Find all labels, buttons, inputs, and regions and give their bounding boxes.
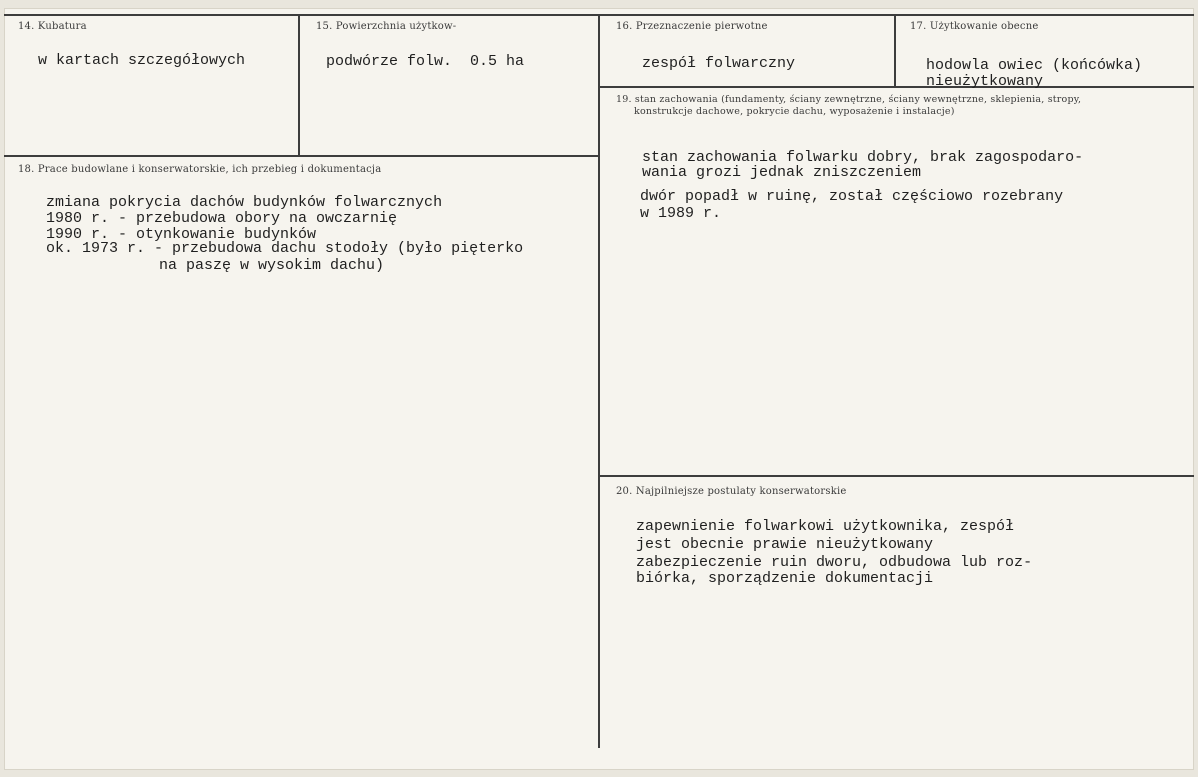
field-18-text-line: ok. 1973 r. - przebudowa dachu stodoły (było pięterko — [46, 240, 524, 257]
field-17-label: 17. Użytkowanie obecne — [910, 21, 1039, 32]
field-16-text-line: zespół folwarczny — [642, 55, 796, 72]
field-20-label: 20. Najpilniejsze postulaty konserwatorskie — [616, 486, 847, 497]
divider-center — [598, 14, 600, 748]
record-card — [4, 8, 1194, 770]
field-20-text-line: biórka, sporządzenie dokumentacji — [636, 570, 934, 587]
hline-right-top — [600, 86, 1194, 88]
field-19-text-line: dwór popadł w ruinę, został częściowo rozebrany — [640, 188, 1064, 205]
field-20-text-line: jest obecnie prawie nieużytkowany — [636, 536, 934, 553]
field-14-label: 14. Kubatura — [18, 21, 87, 32]
field-19-text-line: stan zachowania folwarku dobry, brak zagospodaro- — [642, 149, 1084, 166]
field-14-text-line: w kartach szczegółowych — [38, 52, 246, 69]
field-18-text-line: 1990 r. - otynkowanie budynków — [46, 226, 317, 243]
field-16-label: 16. Przeznaczenie pierwotne — [616, 21, 768, 32]
field-19-label-continued: konstrukcje dachowe, pokrycie dachu, wyposażenie i instalacje) — [634, 106, 955, 117]
field-18-label: 18. Prace budowlane i konserwatorskie, ich przebieg i dokumentacja — [18, 164, 382, 175]
field-18-text-line: zmiana pokrycia dachów budynków folwarcznych — [46, 194, 443, 211]
field-19-label: 19. stan zachowania (fundamenty, ściany zewnętrzne, ściany wewnętrzne, sklepienia, stropy, — [616, 94, 1082, 105]
field-17-text-line: hodowla owiec (końcówka) — [926, 57, 1143, 74]
hline-left-top — [4, 155, 598, 157]
field-19-text-line: w 1989 r. — [640, 205, 722, 222]
divider-14-15 — [298, 14, 300, 156]
field-20-text-line: zabezpieczenie ruin dworu, odbudowa lub roz- — [636, 554, 1033, 571]
field-18-text-line: na paszę w wysokim dachu) — [159, 257, 385, 274]
field-17-text-line: nieużytkowany — [926, 73, 1044, 90]
field-18-text-line: 1980 r. - przebudowa obory na owczarnię — [46, 210, 398, 227]
hline-right-mid — [600, 475, 1194, 477]
field-19-text-line: wania grozi jednak zniszczeniem — [642, 164, 922, 181]
field-15-text-line: podwórze folw. 0.5 ha — [326, 53, 525, 70]
field-15-label: 15. Powierzchnia użytkow- — [316, 21, 457, 32]
divider-16-17 — [894, 14, 896, 86]
field-20-text-line: zapewnienie folwarkowi użytkownika, zespół — [636, 518, 1015, 535]
